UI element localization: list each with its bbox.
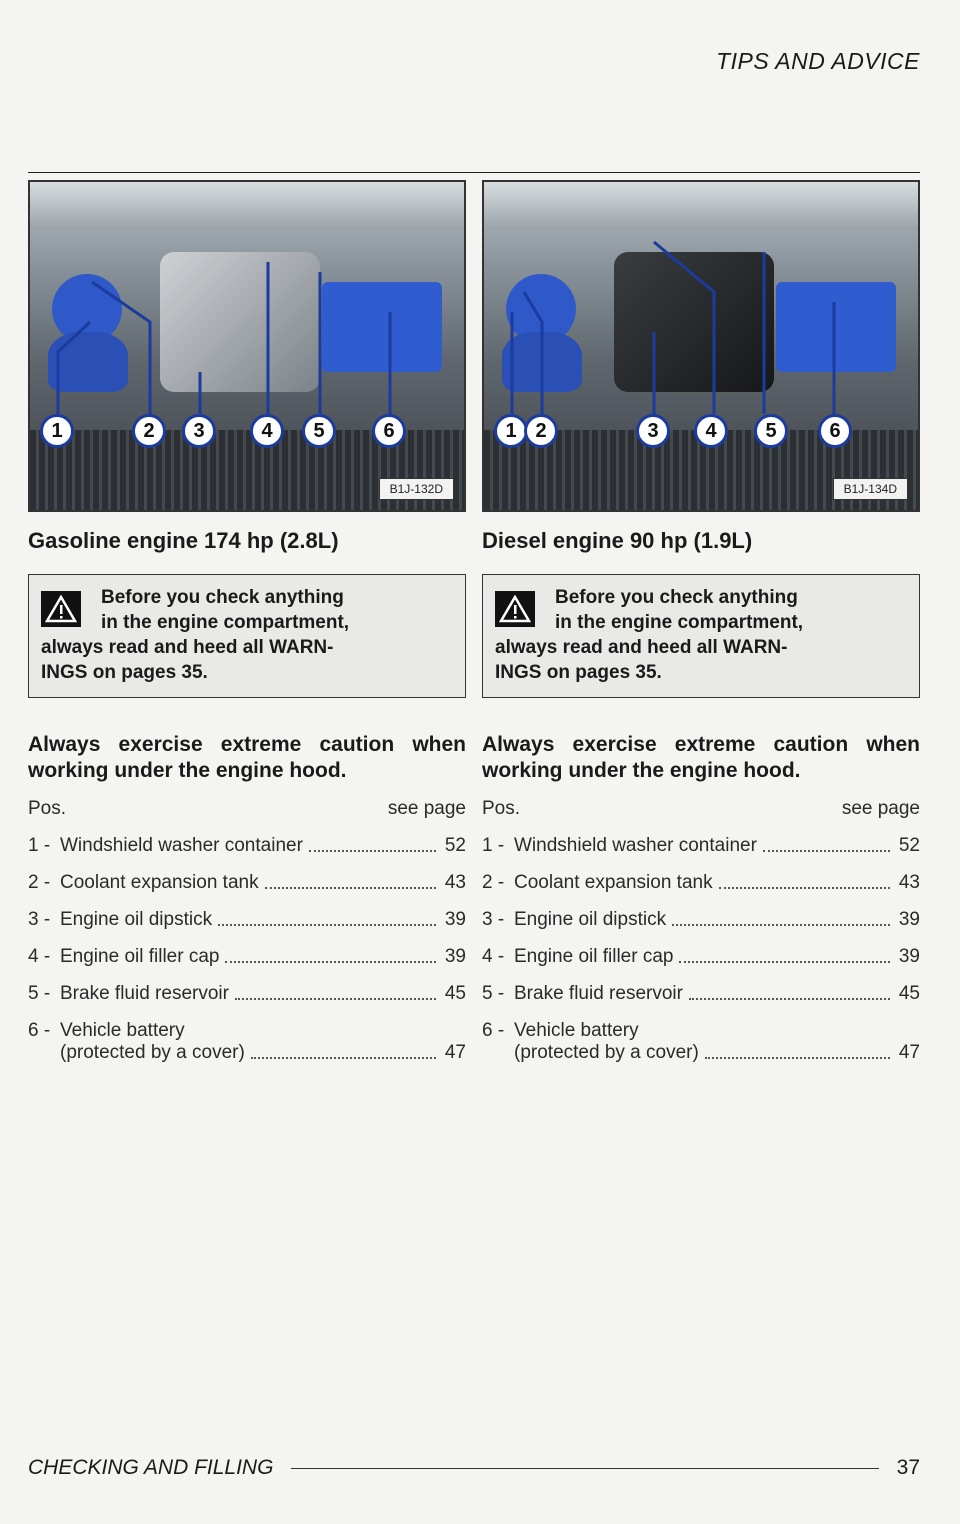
list-item: 4 - Engine oil filler cap 39 (28, 946, 466, 967)
warning-line-2: in the engine compartment, (555, 612, 804, 633)
caution-text: Always exercise extreme caution when working under the engine hood. (482, 733, 920, 782)
callout-2: 2 (524, 414, 558, 448)
callout-3: 3 (182, 414, 216, 448)
engine-caption: Gasoline engine 174 hp (2.8L) (28, 528, 339, 553)
callout-leader-lines (484, 182, 918, 510)
engine-photo-diesel (482, 180, 920, 512)
list-item: 4 - Engine oil filler cap 39 (482, 946, 920, 967)
engine-caption: Diesel engine 90 hp (1.9L) (482, 528, 753, 553)
warning-line-1: Before you check anything (101, 587, 344, 608)
see-page-label: see page (387, 798, 466, 819)
warning-triangle-icon (495, 591, 535, 627)
pos-label: Pos. (482, 798, 521, 819)
page-footer (28, 1456, 920, 1480)
list-item: 6 - Vehicle battery (protected by a cover) 47 (482, 1020, 920, 1063)
list-item: 3 - Engine oil dipstick 39 (482, 909, 920, 930)
list-item: 1 - Windshield washer container 52 (482, 835, 920, 856)
list-item: 3 - Engine oil dipstick 39 (28, 909, 466, 930)
list-header (28, 798, 466, 820)
right-column (482, 180, 920, 1064)
photo-code: B1J-134D (833, 478, 908, 500)
callout-6: 6 (818, 414, 852, 448)
list-header (482, 798, 920, 820)
warning-line-3: always read and heed all WARN- (41, 637, 334, 658)
list-item: 1 - Windshield washer container 52 (28, 835, 466, 856)
callout-5: 5 (754, 414, 788, 448)
page-number: 37 (896, 1456, 920, 1479)
callout-2: 2 (132, 414, 166, 448)
footer-title: CHECKING AND FILLING (28, 1456, 274, 1479)
warning-box (28, 574, 466, 698)
list-item: 6 - Vehicle battery (protected by a cover) 47 (28, 1020, 466, 1063)
callout-1: 1 (494, 414, 528, 448)
engine-photo-gasoline (28, 180, 466, 512)
warning-line-3: always read and heed all WARN- (495, 637, 788, 658)
warning-box (482, 574, 920, 698)
photo-code: B1J-132D (379, 478, 454, 500)
callout-1: 1 (40, 414, 74, 448)
callout-3: 3 (636, 414, 670, 448)
callout-leader-lines (30, 182, 464, 510)
callout-5: 5 (302, 414, 336, 448)
header-rule (28, 172, 920, 173)
warning-line-2: in the engine compartment, (101, 612, 350, 633)
callout-4: 4 (694, 414, 728, 448)
warning-triangle-icon (41, 591, 81, 627)
footer-rule (291, 1468, 878, 1469)
callout-4: 4 (250, 414, 284, 448)
warning-line-4: INGS on pages 35. (495, 662, 662, 683)
list-item: 2 - Coolant expansion tank 43 (28, 872, 466, 893)
list-item: 5 - Brake fluid reservoir 45 (28, 983, 466, 1004)
callout-6: 6 (372, 414, 406, 448)
left-column (28, 180, 466, 1064)
warning-line-4: INGS on pages 35. (41, 662, 208, 683)
section-header: TIPS AND ADVICE (716, 48, 920, 74)
list-item: 2 - Coolant expansion tank 43 (482, 872, 920, 893)
pos-label: Pos. (28, 798, 67, 819)
see-page-label: see page (841, 798, 920, 819)
list-item: 5 - Brake fluid reservoir 45 (482, 983, 920, 1004)
warning-line-1: Before you check anything (555, 587, 798, 608)
caution-text: Always exercise extreme caution when working under the engine hood. (28, 733, 466, 782)
